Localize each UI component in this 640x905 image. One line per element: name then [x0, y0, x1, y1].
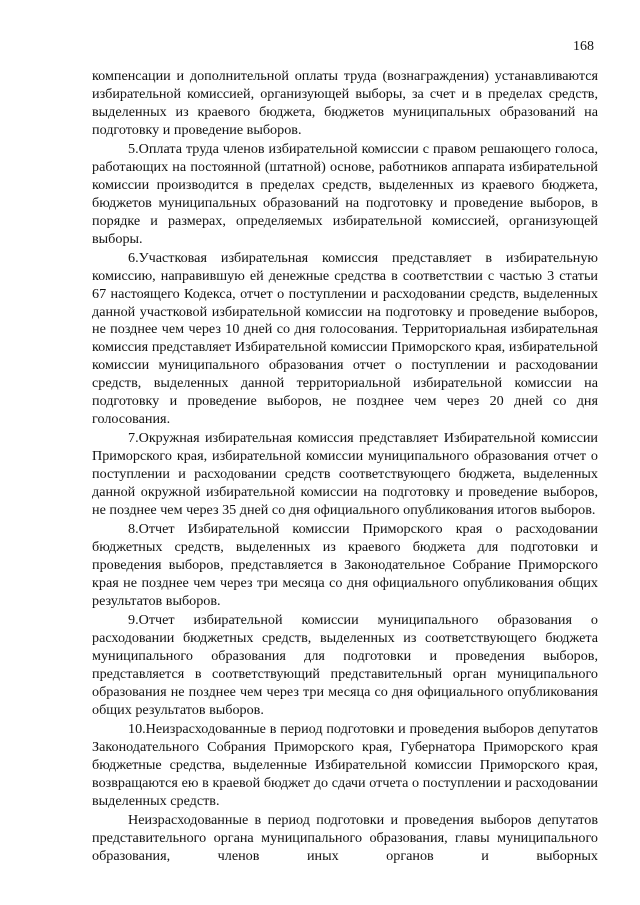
page-number: 168: [573, 39, 594, 54]
paragraph-continuation: компенсации и дополнительной оплаты труда (вознаграждения) устанавливаются избирательной комиссией, организующей выборы, за счет и в пределах средств, выделенных из краевого бюджета, бюджетов муниципальных образований на подготовку и проведение выборов.: [92, 68, 598, 138]
paragraph-unspent-funds: Неизрасходованные в период подготовки и проведения выборов депутатов представительного органа муниципального образования, главы муниципального образования, членов иных органов и выборных: [92, 811, 598, 864]
paragraph-item-8: 8.Отчет Избирательной комиссии Приморского края о расходовании бюджетных средств, выделенных из краевого бюджета для подготовки и проведения выборов, представляется в Законодательное Собрание Приморского края не позднее чем через три месяца со дня официального опубликования общих результатов выборов.: [92, 521, 598, 609]
paragraph-item-9: 9.Отчет избирательной комиссии муниципального образования о расходовании бюджетных средств, выделенных из соответствующего бюджета муниципального образования для подготовки и проведения выборов, представляется в соответствующий представительный орган муниципального образования не позднее чем через три месяца со дня официального опубликования общих результатов выборов.: [92, 612, 598, 718]
paragraph-item-5: 5.Оплата труда членов избирательной комиссии с правом решающего голоса, работающих на постоянной (штатной) основе, работников аппарата избирательной комиссии производится в пределах средств, выделенных из краевого бюджета, бюджетов муниципальных образований на подготовку и проведение выборов, в порядке и размерах, определяемых избирательной комиссией, организующей выборы.: [92, 141, 598, 247]
paragraph-item-6: 6.Участковая избирательная комиссия представляет в избирательную комиссию, направившую ей денежные средства в соответствии с частью 3 статьи 67 настоящего Кодекса, отчет о поступлении и расходовании средств, выделенных данной участковой избирательной комиссии на подготовку и проведение выборов, не позднее чем через 10 дней со дня голосования. Территориальная избирательная комиссия представляет Избирательной комиссии Приморского края, избирательной комиссии муниципального образования отчет о поступлении и расходовании средств, выделенных данной территориальной избирательной комиссии на подготовку и проведение выборов, не позднее чем через 20 дней со дня голосования.: [92, 249, 598, 427]
paragraph-item-10: 10.Неизрасходованные в период подготовки и проведения выборов депутатов Законодательного Собрания Приморского края, Губернатора Приморского края бюджетные средства, выделенные Избирательной комиссии Приморского края, возвращаются ею в краевой бюджет до сдачи отчета о поступлении и расходовании выделенных средств.: [92, 720, 598, 809]
paragraph-item-7: 7.Окружная избирательная комиссия представляет Избирательной комиссии Приморского края, избирательной комиссии муниципального образования отчет о поступлении и расходовании средств соответствующего бюджета, выделенных данной окружной избирательной комиссии на подготовку и проведение выборов, не позднее чем через 35 дней со дня официального опубликования итогов выборов.: [92, 430, 598, 518]
document-body: [92, 68, 598, 867]
